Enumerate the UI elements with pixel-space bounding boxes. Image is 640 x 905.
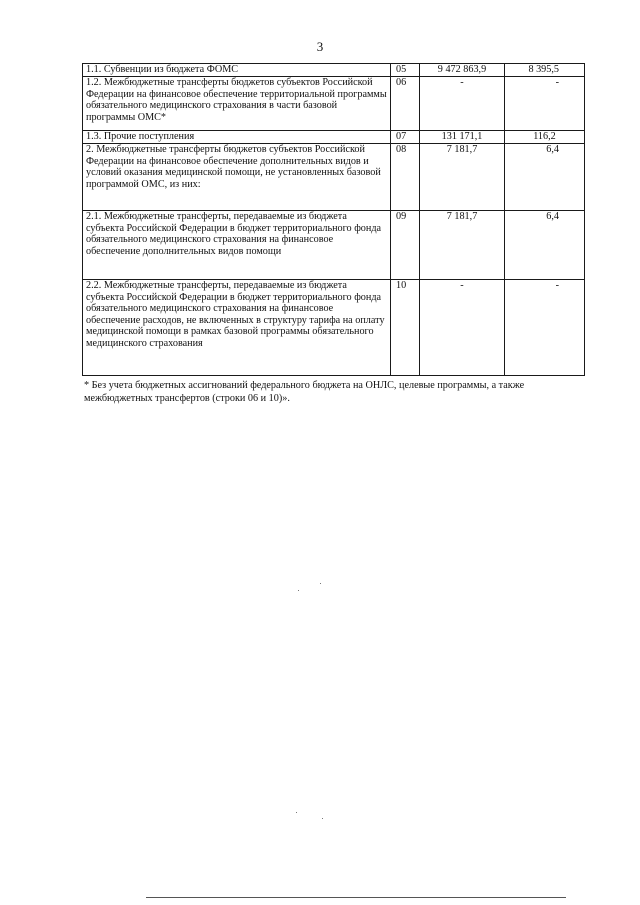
row-value2-cell: - [505, 77, 585, 131]
row-name-cell: 2.2. Межбюджетные трансферты, передаваемые из бюджета субъекта Российской Федерации в бюджет территориального фонда обязательного медицинского страхования на финансовое обеспечение расходов, не включенных в структуру тарифа на оплату медицинской помощи в рамках базовой программы обязательного медицинского страхования [83, 280, 391, 376]
table-row [83, 64, 585, 77]
page-number: 3 [316, 39, 324, 54]
scan-speck [298, 590, 299, 591]
row-value2-cell: 116,2 [505, 131, 585, 144]
row-value1-cell: 9 472 863,9 [420, 64, 505, 77]
table-row [83, 77, 585, 131]
scan-speck [322, 818, 323, 819]
row-value1-cell: 131 171,1 [420, 131, 505, 144]
table-row [83, 280, 585, 376]
footnote: * Без учета бюджетных ассигнований федерального бюджета на ОНЛС, целевые программы, а также межбюджетных трансфертов (строки 06 и 10)». [84, 380, 525, 404]
row-value2-cell: - [505, 280, 585, 376]
row-value2-cell: 6,4 [505, 211, 585, 280]
table-row [83, 211, 585, 280]
row-name-cell: 2. Межбюджетные трансферты бюджетов субъектов Российской Федерации на финансовое обеспечение дополнительных видов и условий оказания медицинской помощи, не установленных базовой программой ОМС, из них: [83, 144, 391, 211]
row-value1-cell: - [420, 77, 505, 131]
row-code-cell: 05 [391, 64, 420, 77]
row-value1-cell: 7 181,7 [420, 144, 505, 211]
financial-table [82, 63, 585, 376]
row-name-cell: 2.1. Межбюджетные трансферты, передаваемые из бюджета субъекта Российской Федерации в бюджет территориального фонда обязательного медицинского страхования на финансовое обеспечение дополнительных видов помощи [83, 211, 391, 280]
row-value2-cell: 6,4 [505, 144, 585, 211]
row-code-cell: 08 [391, 144, 420, 211]
table-row [83, 144, 585, 211]
row-code-cell: 09 [391, 211, 420, 280]
table-row [83, 131, 585, 144]
row-code-cell: 07 [391, 131, 420, 144]
bottom-edge-line [146, 897, 566, 898]
scan-speck [320, 583, 321, 584]
row-name-cell: 1.1. Субвенции из бюджета ФОМС [83, 64, 391, 77]
scan-speck [296, 812, 297, 813]
row-name-cell: 1.2. Межбюджетные трансферты бюджетов субъектов Российской Федерации на финансовое обеспечение территориальной программы обязательного медицинского страхования в части базовой программы ОМС* [83, 77, 391, 131]
row-name-cell: 1.3. Прочие поступления [83, 131, 391, 144]
row-code-cell: 10 [391, 280, 420, 376]
row-value1-cell: - [420, 280, 505, 376]
row-value2-cell: 8 395,5 [505, 64, 585, 77]
row-code-cell: 06 [391, 77, 420, 131]
row-value1-cell: 7 181,7 [420, 211, 505, 280]
